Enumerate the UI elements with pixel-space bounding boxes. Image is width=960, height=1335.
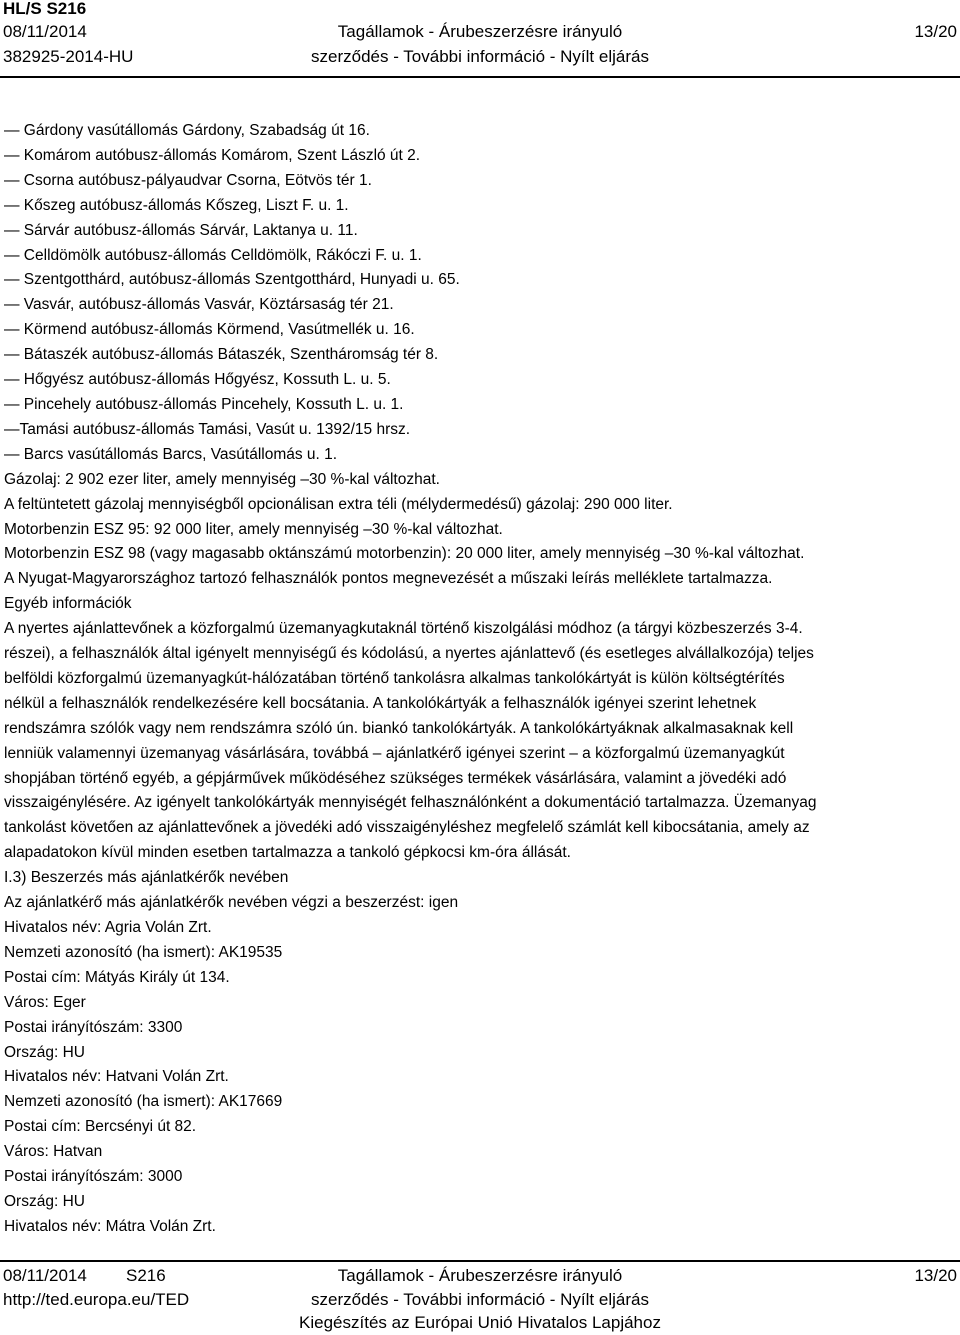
paragraph-line: részei), a felhasználók által igényelt mennyiségű és kódolású, a nyertes ajánlattevő (és esetleges alvállalkozója) teljes — [4, 645, 814, 663]
header-title-line-1: Tagállamok - Árubeszerzésre irányuló — [337, 22, 623, 41]
entity-national-id: Nemzeti azonosító (ha ismert): AK17669 — [4, 1093, 283, 1111]
body-line: — Körmend autóbusz-állomás Körmend, Vasútmellék u. 16. — [4, 321, 415, 339]
entity-official-name: Hivatalos név: Mátra Volán Zrt. — [4, 1217, 216, 1235]
section-label-other-info: Egyéb információk — [4, 595, 132, 613]
body-line: — Bátaszék autóbusz-állomás Bátaszék, Szentháromság tér 8. — [4, 346, 439, 364]
footer-date: 08/11/2014 — [3, 1266, 87, 1285]
entity-postal-address: Postai cím: Mátyás Király út 134. — [4, 968, 230, 986]
body-line: — Csorna autóbusz-pályaudvar Csorna, Eötvös tér 1. — [4, 171, 372, 189]
body-line: — Komárom autóbusz-állomás Komárom, Szent László út 2. — [4, 146, 421, 164]
entity-country: Ország: HU — [4, 1192, 85, 1210]
section-statement: Az ajánlatkérő más ajánlatkérők nevében végzi a beszerzést: igen — [4, 894, 459, 912]
header-date: 08/11/2014 — [3, 22, 87, 41]
body-line: — Pincehely autóbusz-állomás Pincehely, Kossuth L. u. 1. — [4, 395, 404, 413]
entity-postal-code: Postai irányítószám: 3000 — [4, 1168, 183, 1186]
body-line: A Nyugat-Magyarországhoz tartozó felhasználók pontos megnevezését a műszaki leírás melléklete tartalmazza. — [4, 570, 773, 588]
body-line: — Gárdony vasútállomás Gárdony, Szabadság út 16. — [4, 122, 370, 139]
section-heading: I.3) Beszerzés más ajánlatkérők nevében — [4, 869, 289, 887]
body-line: Motorbenzin ESZ 95: 92 000 liter, amely mennyiség –30 %-kal változhat. — [4, 520, 503, 538]
main-content — [4, 119, 954, 1240]
paragraph-line: nélkül a felhasználók rendelkezésére kell bocsátania. A tankolókártyák a felhasználók igényei szerint lehetnek — [4, 694, 757, 712]
entity-city: Város: Hatvan — [4, 1143, 103, 1161]
body-line: — Sárvár autóbusz-állomás Sárvár, Laktanya u. 11. — [4, 221, 358, 239]
paragraph-line: lenniük valamennyi üzemanyag vásárlására, továbbá – ajánlatkérő igényei szerint – a közforgalmú üzemanyagkút — [4, 744, 785, 762]
header-notice-number: 382925-2014-HU — [3, 47, 134, 66]
footer-title-line-3: Kiegészítés az Európai Unió Hivatalos Lapjához — [299, 1313, 661, 1332]
header-title-line-2: szerződés - További információ - Nyílt eljárás — [311, 47, 649, 66]
body-line: — Vasvár, autóbusz-állomás Vasvár, Köztársaság tér 21. — [4, 296, 394, 314]
body-line: — Hőgyész autóbusz-állomás Hőgyész, Kossuth L. u. 5. — [4, 371, 391, 389]
entity-country: Ország: HU — [4, 1043, 85, 1061]
entity-city: Város: Eger — [4, 993, 86, 1011]
entity-official-name: Hivatalos név: Agria Volán Zrt. — [4, 919, 212, 936]
entity-postal-address: Postai cím: Bercsényi út 82. — [4, 1118, 197, 1136]
paragraph-line: A nyertes ajánlattevőnek a közforgalmú üzemanyagkutaknál történő kiszolgálási módhoz (a tárgyi közbeszerzés 3-4. — [4, 620, 803, 638]
footer-link[interactable]: http://ted.europa.eu/TED — [3, 1290, 190, 1309]
footer-title-line-2: szerződés - További információ - Nyílt eljárás — [311, 1290, 649, 1309]
document-code: HL/S S216 — [3, 0, 87, 18]
header-rule — [0, 76, 960, 78]
footer-rule — [0, 1260, 960, 1262]
entity-postal-code: Postai irányítószám: 3300 — [4, 1018, 183, 1036]
footer-title-line-1: Tagállamok - Árubeszerzésre irányuló — [337, 1266, 623, 1285]
paragraph-line: alapadatokon kívül minden esetben tartalmazza a tankoló gépkocsi km-óra állását. — [4, 844, 571, 862]
body-line: Motorbenzin ESZ 98 (vagy magasabb oktánszámú motorbenzin): 20 000 liter, amely mennyiség –30 %-kal változhat. — [4, 545, 805, 563]
footer-series: S216 — [126, 1266, 166, 1285]
body-line: — Celldömölk autóbusz-állomás Celldömölk, Rákóczi F. u. 1. — [4, 246, 422, 264]
footer-page-number: 13/20 — [914, 1266, 957, 1285]
body-line: — Szentgotthárd, autóbusz-állomás Szentgotthárd, Hunyadi u. 65. — [4, 271, 460, 289]
body-line: Gázolaj: 2 902 ezer liter, amely mennyiség –30 %-kal változhat. — [4, 470, 440, 488]
paragraph-line: visszaigénylésére. Az igényelt tankolókártyák mennyiségét felhasználónként a dokumentáció tartalmazza. Üzemanyag — [4, 794, 817, 812]
entity-official-name: Hivatalos név: Hatvani Volán Zrt. — [4, 1068, 229, 1086]
paragraph-line: shopjában történő egyéb, a gépjárművek működéséhez szükséges termékek vásárlására, valamint a jövedéki adó — [4, 769, 787, 787]
header-page-number: 13/20 — [914, 22, 957, 41]
body-line: —Tamási autóbusz-állomás Tamási, Vasút u. 1392/15 hrsz. — [4, 420, 411, 438]
paragraph-line: belföldi közforgalmú üzemanyagkút-hálózatában történő tankolásra alkalmas tankolókártyát is külön költségtérítés — [4, 669, 785, 687]
paragraph-line: tankolást követően az ajánlattevőnek a jövedéki adó visszaigényléshez megfelelő számlát kell kibocsátania, amely az — [4, 819, 810, 837]
entity-national-id: Nemzeti azonosító (ha ismert): AK19535 — [4, 943, 283, 961]
body-line: — Kőszeg autóbusz-állomás Kőszeg, Liszt F. u. 1. — [4, 196, 349, 214]
paragraph-line: rendszámra szólók vagy nem rendszámra szóló ún. biankó tankolókártyák. A tankolókártyáknak alkalmasaknak kell — [4, 719, 794, 737]
body-line: — Barcs vasútállomás Barcs, Vasútállomás u. 1. — [4, 445, 338, 463]
body-line: A feltüntetett gázolaj mennyiségből opcionálisan extra téli (mélydermedésű) gázolaj: 290 000 liter. — [4, 495, 673, 513]
